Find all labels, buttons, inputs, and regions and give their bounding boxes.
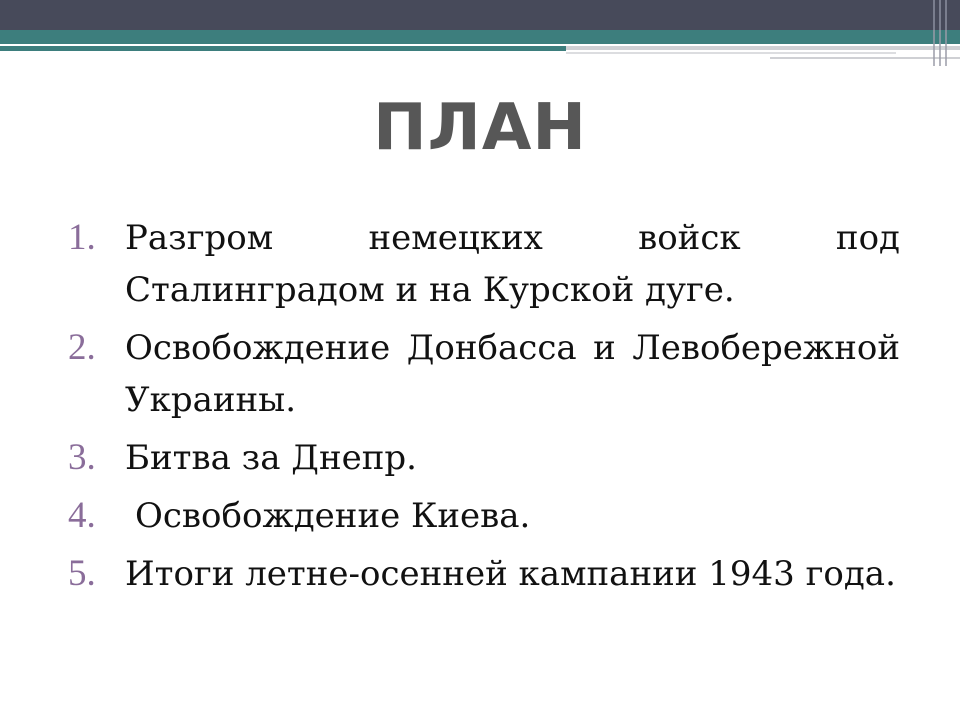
teal-lower-stripe [0,46,566,51]
list-item-text: Разгром немецких войск под Сталинградом и на Курской дуге. [125,218,900,310]
list-item-number: 5. [68,553,96,594]
list-item-number: 3. [68,437,96,478]
list-item [68,432,900,484]
list-item [68,322,900,426]
list-item [68,212,900,316]
list-item-text: Освобождение Киева. [135,496,531,536]
gray-step-stripe [770,57,960,59]
list-item-number: 1. [68,217,96,258]
top-header-band [0,0,960,30]
slide-title: ПЛАН [373,91,587,165]
top-band-fill [0,0,960,30]
list-item [68,490,900,542]
accent-band [0,30,960,70]
list-item-number: 2. [68,327,96,368]
plan-list [68,212,900,606]
list-item-text: Освобождение Донбасса и Левобережной Украины. [125,328,900,420]
teal-stripe [0,30,960,44]
list-item-text: Битва за Днепр. [125,438,417,478]
list-item-number: 4. [68,495,96,536]
list-item [68,548,900,600]
gray-step-stripe [566,52,896,54]
gray-step-stripe [566,46,960,50]
white-stripe [0,44,960,46]
list-item-text: Итоги летне-осенней кампании 1943 года. [125,554,896,594]
